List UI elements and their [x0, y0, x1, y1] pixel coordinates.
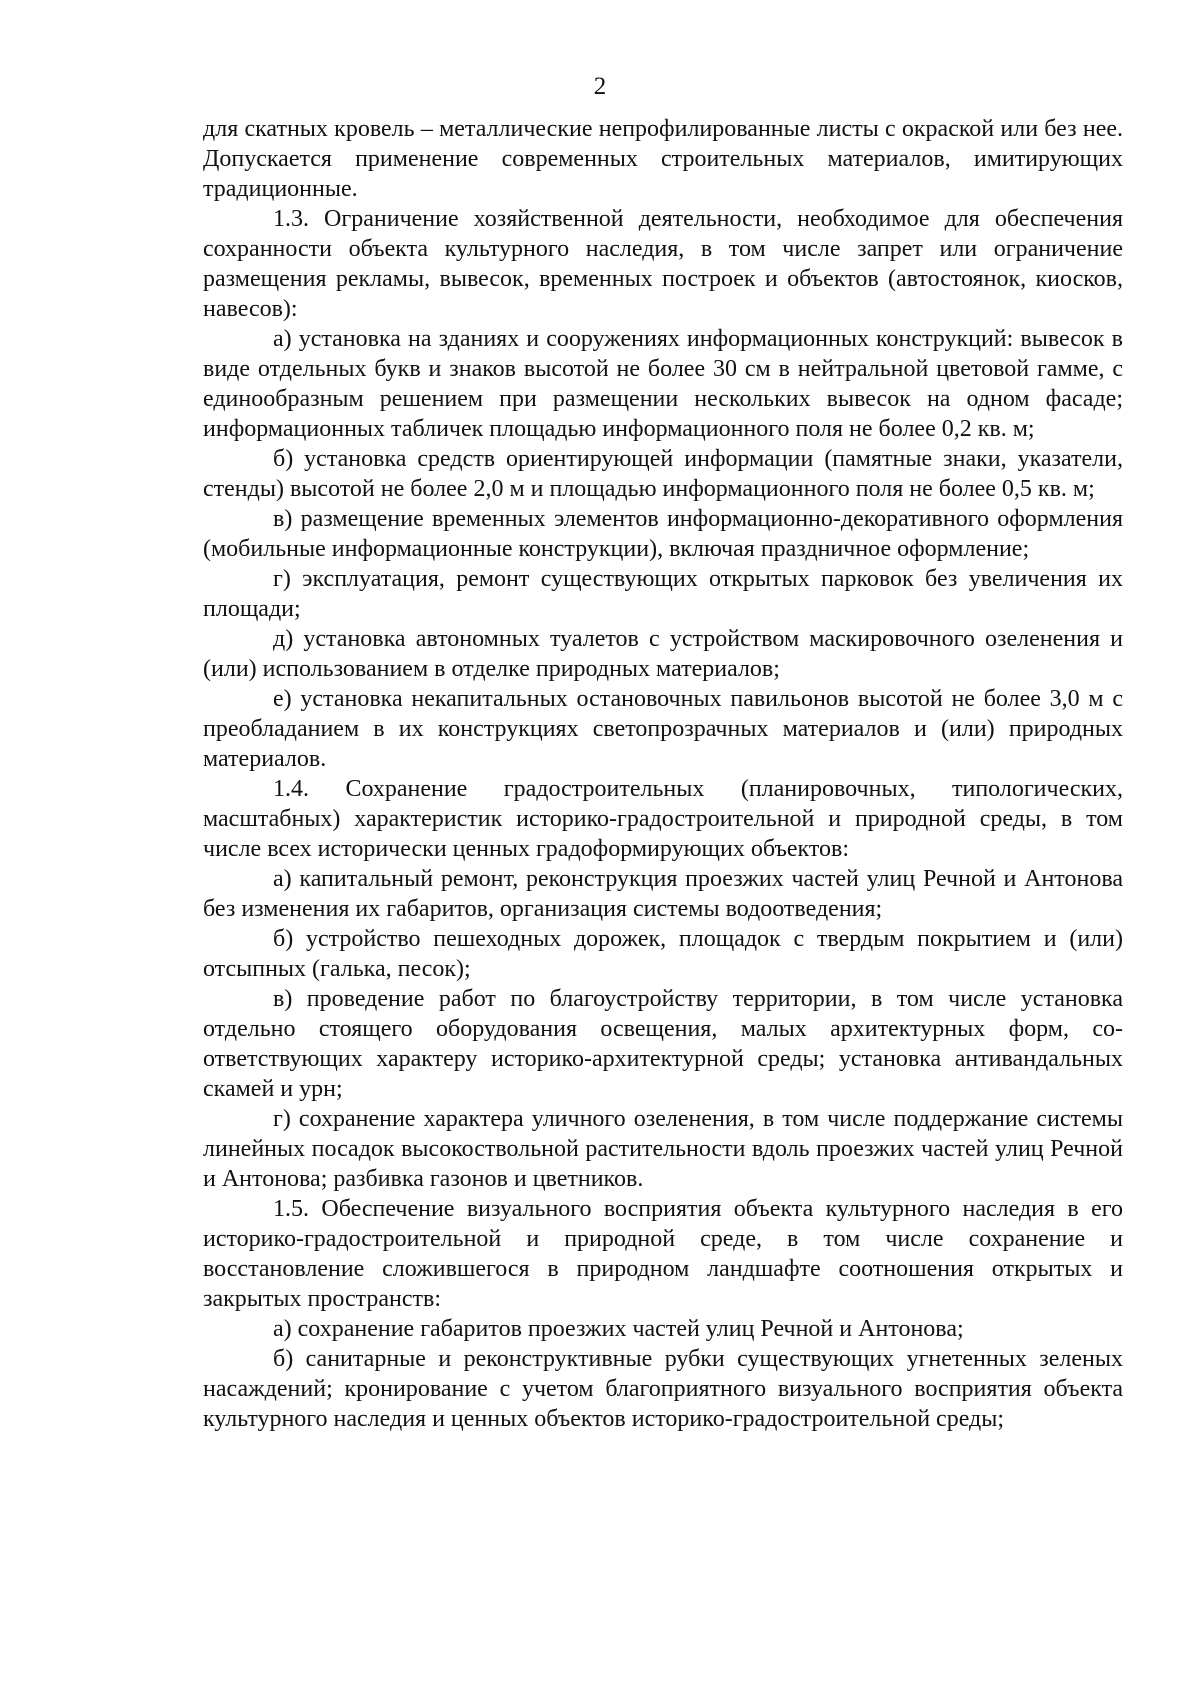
paragraph-1-3: 1.3. Ограничение хозяйственной деятельности, необходимое для обеспечения сохранности объекта культурного наследия, в том числе запрет или ограничение размещения рекламы, вывесок, временных построек и объектов (автостоянок, киосков, навесов):	[203, 206, 1123, 322]
paragraph-1-4-g: г) сохранение характера уличного озеленения, в том числе поддержание системы линейных посадок высокоствольной растительности вдоль проезжих частей улиц Речной и Антонова; разбивка газонов и цветников.	[203, 1106, 1123, 1192]
paragraph-1-3-e: е) установка некапитальных остановочных павильонов высотой не более 3,0 м с преобладанием в их конструкциях светопрозрачных материалов и (или) природных материалов.	[203, 686, 1123, 772]
page-number: 2	[593, 73, 607, 100]
paragraph-1-3-v: в) размещение временных элементов информационно-декоративного оформления (мобильные информационные конструкции), включая праздничное оформление;	[203, 506, 1123, 562]
paragraph-1-4-b: б) устройство пешеходных дорожек, площадок с твердым покрытием и (или) отсыпных (галька, песок);	[203, 926, 1123, 982]
paragraph-1-5: 1.5. Обеспечение визуального восприятия объекта культурного наследия в его историко-градостроительной и природной среде, в том числе сохранение и восстановление сложившегося в природном ландшафте соотношения открытых и закрытых пространств:	[203, 1196, 1123, 1312]
paragraph-1-3-g: г) эксплуатация, ремонт существующих открытых парковок без увеличения их площади;	[203, 566, 1123, 622]
paragraph-1-5-b: б) санитарные и реконструктивные рубки существующих угнетенных зеленых насаждений; кронирование с учетом благоприятного визуального восприятия объекта культурного наследия и ценных объектов историко-градостроительной среды;	[203, 1346, 1123, 1432]
paragraph-1-3-d: д) установка автономных туалетов с устройством маскировочного озеленения и (или) использованием в отделке природных материалов;	[203, 626, 1123, 682]
paragraph-1-4: 1.4. Сохранение градостроительных (планировочных, типологических, масштабных) характеристик историко-градостроительной и природной среды, в том числе всех исторически ценных градоформирующих объектов:	[203, 776, 1123, 862]
paragraph-roofing-materials: для скатных кровель – металлические непрофилированные листы с окраской или без нее. Допускается применение современных строительных материалов, имитирующих традиционные.	[203, 116, 1123, 202]
document-body	[203, 114, 1123, 1434]
paragraph-1-4-v: в) проведение работ по благоустройству территории, в том числе установка отдельно стоящего оборудования освещения, малых архитектурных форм, соответствующих характеру историко-архитектурной среды; установка антивандальных скамей и урн;	[203, 986, 1123, 1102]
paragraph-1-3-a: а) установка на зданиях и сооружениях информационных конструкций: вывесок в виде отдельных букв и знаков высотой не более 30 см в нейтральной цветовой гамме, с единообразным решением при размещении нескольких вывесок на одном фасаде; информационных табличек площадью информационного поля не более 0,2 кв. м;	[203, 326, 1123, 442]
paragraph-1-5-a: а) сохранение габаритов проезжих частей улиц Речной и Антонова;	[273, 1316, 964, 1342]
paragraph-1-4-a: а) капитальный ремонт, реконструкция проезжих частей улиц Речной и Антонова без изменения их габаритов, организация системы водоотведения;	[203, 866, 1123, 922]
paragraph-1-3-b: б) установка средств ориентирующей информации (памятные знаки, указатели, стенды) высотой не более 2,0 м и площадью информационного поля не более 0,5 кв. м;	[203, 446, 1123, 502]
